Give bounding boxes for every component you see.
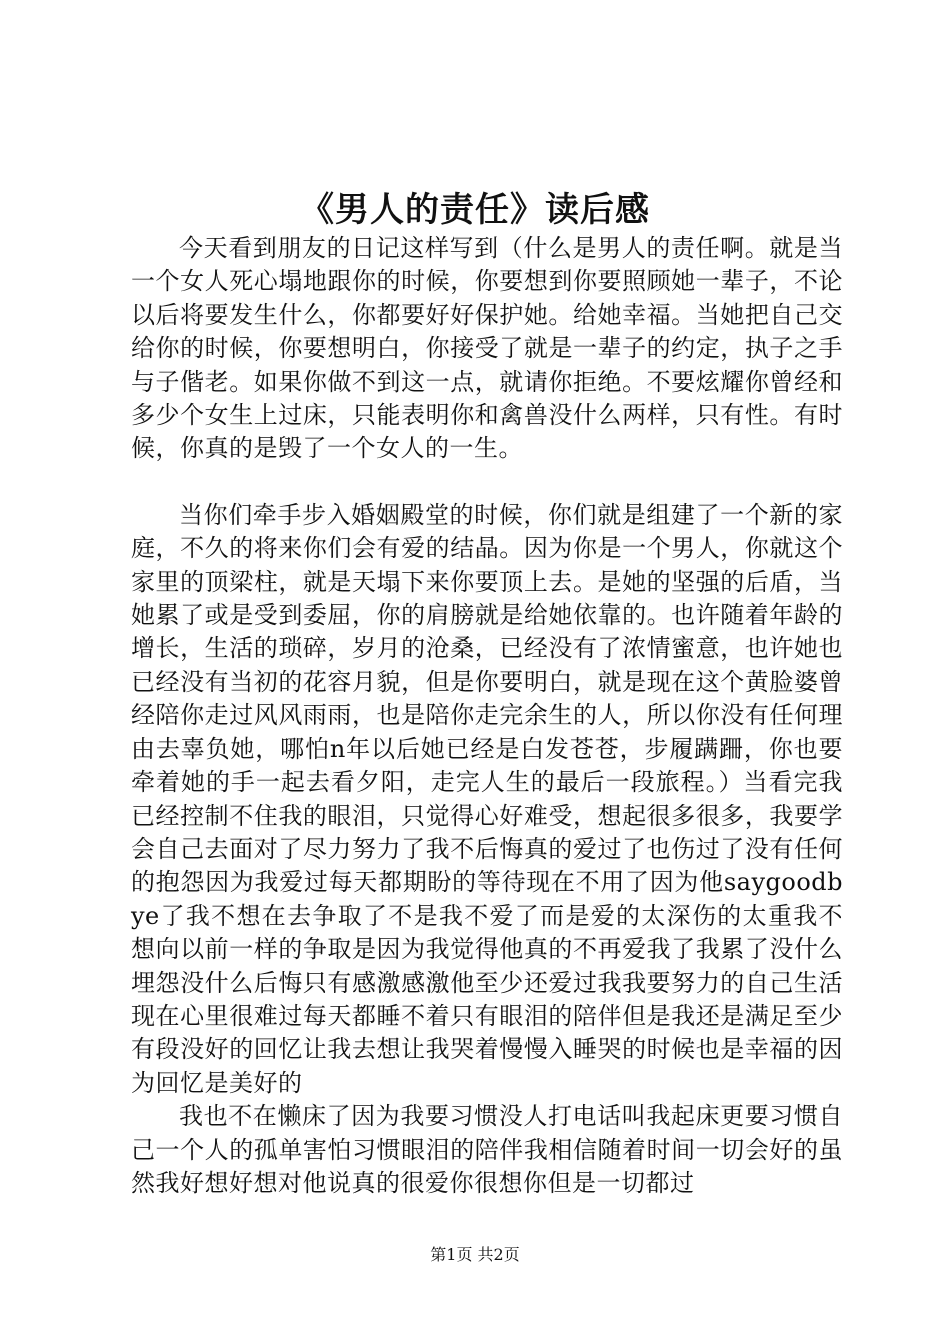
paragraph-1: 今天看到朋友的日记这样写到（什么是男人的责任啊。就是当一个女人死心塌地跟你的时候，你要想到你要照顾她一辈子，不论以后将要发生什么，你都要好好保护她。给她幸福。当她把自己交给你的时候，你要想明白，你接受了就是一辈子的约定，执子之手与子偕老。如果你做不到这一点，就请你拒绝。不要炫耀你曾经和多少个女生上过床，只能表明你和禽兽没什么两样，只有性。有时候，你真的是毁了一个女人的一生。 <box>131 234 843 463</box>
document-title: 《男人的责任》读后感 <box>300 190 650 230</box>
document-body <box>131 232 843 1200</box>
paragraph-3: 我也不在懒床了因为我要习惯没人打电话叫我起床更要习惯自己一个人的孤单害怕习惯眼泪的陪伴我相信随着时间一切会好的虽然我好想好想对他说真的很爱你很想你但是一切都过 <box>131 1102 843 1197</box>
page-number-footer: 第1页 共2页 <box>430 1245 520 1264</box>
paragraph-2: 当你们牵手步入婚姻殿堂的时候，你们就是组建了一个新的家庭，不久的将来你们会有爱的结晶。因为你是一个男人，你就这个家里的顶梁柱，就是天塌下来你要顶上去。是她的坚强的后盾，当她累了或是受到委屈，你的肩膀就是给她依靠的。也许随着年龄的增长，生活的琐碎，岁月的沧桑，已经没有了浓情蜜意，也许她也已经没有当初的花容月貌，但是你要明白，就是现在这个黄脸婆曾经陪你走过风风雨雨，也是陪你走完余生的人，所以你没有任何理由去辜负她，哪怕n年以后她已经是白发苍苍，步履蹒跚，你也要牵着她的手一起去看夕阳，走完人生的最后一段旅程。）当看完我已经控制不住我的眼泪，只觉得心好难受，想起很多很多，我要学会自己去面对了尽力努力了我不后悔真的爱过了也伤过了没有任何的抱怨因为我爱过每天都期盼的等待现在不用了因为他saygoodbye了我不想在去争取了不是我不爱了而是爱的太深伤的太重我不想向以前一样的争取是因为我觉得他真的不再爱我了我累了没什么埋怨没什么后悔只有感激感激他至少还爱过我我要努力的自己生活现在心里很难过每天都睡不着只有眼泪的陪伴但是我还是满足至少有段没好的回忆让我去想让我哭着慢慢入睡哭的时候也是幸福的因为回忆是美好的 <box>131 500 843 1097</box>
